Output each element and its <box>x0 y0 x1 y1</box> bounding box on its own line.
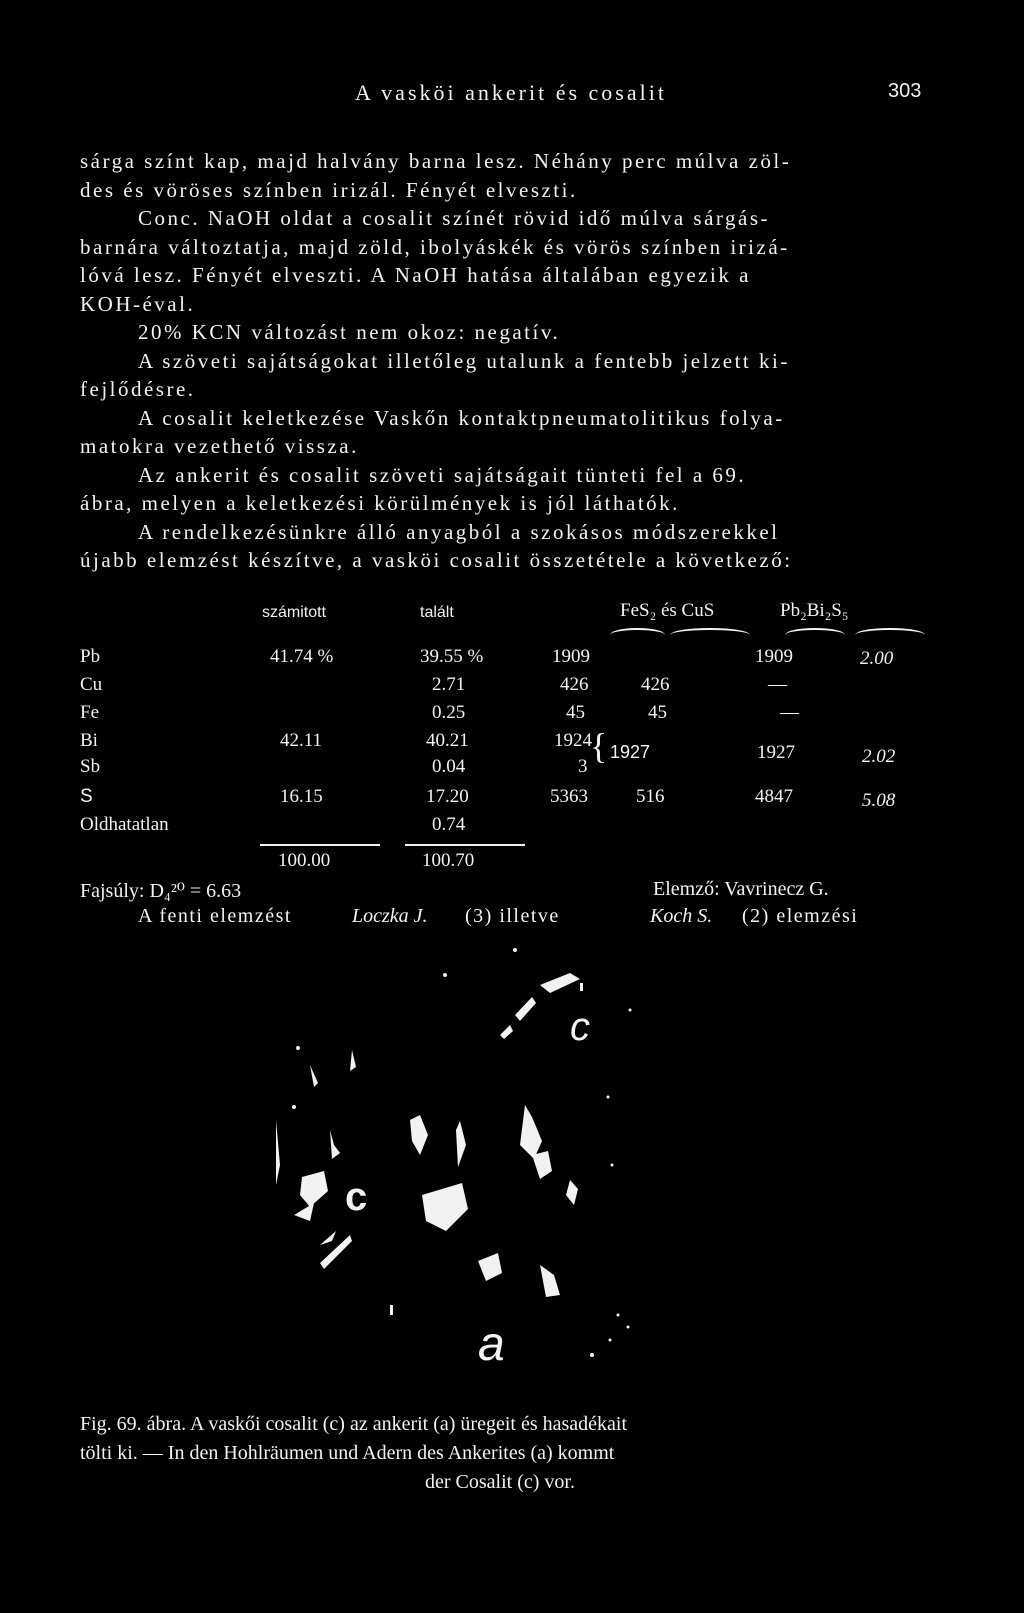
page-header <box>0 80 1024 110</box>
ratio-value: 426 <box>560 674 589 695</box>
sum-rule <box>260 844 380 846</box>
element-symbol: Fe <box>80 702 99 723</box>
text-line: matokra vezethető vissza. <box>80 434 359 458</box>
found-value: 17.20 <box>426 786 469 807</box>
text-line: KOH-éval. <box>80 291 196 316</box>
credit-text: (2) elemzési <box>742 905 859 927</box>
ratio-value: — <box>768 674 787 695</box>
ratio-value: 5363 <box>550 786 588 807</box>
analysis-table <box>80 596 930 876</box>
column-header-found: talált <box>420 604 454 621</box>
found-value: 0.74 <box>432 814 466 835</box>
column-header-computed: számitott <box>262 604 327 621</box>
total-found: 100.70 <box>422 850 475 871</box>
computed-value: 42.11 <box>280 730 323 751</box>
text-line: 20% KCN változást nem okoz: negatív. <box>138 320 561 344</box>
brace-symbol: { <box>590 726 608 766</box>
label-c: c <box>570 1005 590 1049</box>
text-line: ábra, melyen a keletkezési körülmények is jól láthatók. <box>80 491 680 515</box>
caption-line: Fig. 69. ábra. A vaskői cosalit (c) az ankerit (a) üregeit és hasadékait <box>80 1413 628 1435</box>
text-line: sárga színt kap, majd halvány barna lesz. Néhány perc múlva zöl- <box>80 149 792 173</box>
ratio-value: 1909 <box>552 646 590 667</box>
body-text <box>80 147 920 575</box>
element-symbol: S <box>80 786 93 807</box>
credit-text: A fenti elemzést <box>138 905 292 927</box>
ratio-value: 1924 <box>554 730 592 751</box>
text-line: újabb elemzést készítve, a vasköi cosalit összetétele a következő: <box>80 548 793 572</box>
found-value: 2.71 <box>432 674 466 695</box>
found-value: 39.55 % <box>420 646 484 667</box>
ratio-value: 4847 <box>755 786 793 807</box>
ratio-value: 45 <box>566 702 585 723</box>
ratio-value: 2.00 <box>860 648 894 669</box>
ratio-value: 426 <box>641 674 670 695</box>
density-label: Fajsúly: D₄²⁰ = 6.63 <box>80 880 242 902</box>
computed-value: 16.15 <box>280 786 323 807</box>
element-symbol: Sb <box>80 756 101 777</box>
ratio-value: — <box>780 702 799 723</box>
ratio-value: 3 <box>578 756 588 777</box>
brace-mark <box>855 628 925 642</box>
text-line: Conc. NaOH oldat a cosalit színét rövid idő múlva sárgás- <box>138 206 771 230</box>
element-symbol: Pb <box>80 646 101 667</box>
element-symbol: Cu <box>80 674 103 695</box>
text-line: des és vöröses színben irizál. Fényét elveszti. <box>80 177 578 202</box>
figure-caption <box>80 1410 920 1497</box>
ratio-value-merged: 1927 <box>757 742 795 763</box>
caption-line: der Cosalit (c) vor. <box>425 1471 575 1493</box>
found-value: 0.25 <box>432 702 466 723</box>
ratio-value: 516 <box>636 786 665 807</box>
element-symbol: Oldhatatlan <box>80 814 169 835</box>
found-value: 40.21 <box>426 730 469 751</box>
brace-mark <box>670 628 750 642</box>
text-line: lóvá lesz. Fényét elveszti. A NaOH hatása általában egyezik a <box>80 263 751 287</box>
sum-rule <box>405 844 525 846</box>
total-computed: 100.00 <box>278 850 331 871</box>
brace-mark <box>610 628 665 642</box>
found-value: 0.04 <box>432 756 466 777</box>
brace-mark <box>785 628 845 642</box>
running-title: A vasköi ankerit és cosalit <box>355 80 667 105</box>
column-header-fes2-cus: FeS₂ és CuS <box>620 600 715 621</box>
page-number: 303 <box>888 80 922 102</box>
text-line: A rendelkezésünkre álló anyagból a szokásos módszerekkel <box>138 519 780 544</box>
text-line: fejlődésre. <box>80 377 196 401</box>
text-line: Az ankerit és cosalit szöveti sajátságait tünteti fel a 69. <box>138 462 747 487</box>
analyst-label: Elemző: Vavrinecz G. <box>653 878 829 900</box>
ratio-value-merged: 2.02 <box>862 746 896 767</box>
ratio-value: 5.08 <box>862 790 896 811</box>
credit-name: Koch S. <box>650 905 713 927</box>
column-header-formula: Pb₂Bi₂S₅ <box>780 600 849 621</box>
cosalit-ankerit-photo <box>270 945 710 1385</box>
ratio-value-merged: 1927 <box>610 742 651 762</box>
text-line: barnára változtatja, majd zöld, ibolyáskék és vörös színben irizá- <box>80 234 790 259</box>
label-c: c <box>345 1175 368 1219</box>
caption-line: tölti ki. — In den Hohlräumen und Adern des Ankerites (a) kommt <box>80 1442 615 1464</box>
ratio-value: 45 <box>648 702 667 723</box>
text-line: A szöveti sajátságokat illetőleg utalunk a fentebb jelzett ki- <box>138 348 790 373</box>
credit-name: Loczka J. <box>352 905 428 927</box>
computed-value: 41.74 % <box>270 646 334 667</box>
text-line: A cosalit keletkezése Vaskőn kontaktpneumatolitikus folya- <box>138 405 785 430</box>
ratio-value: 1909 <box>755 646 793 667</box>
label-a: a <box>478 1318 505 1371</box>
credit-text: (3) illetve <box>465 905 560 927</box>
element-symbol: Bi <box>80 730 98 751</box>
